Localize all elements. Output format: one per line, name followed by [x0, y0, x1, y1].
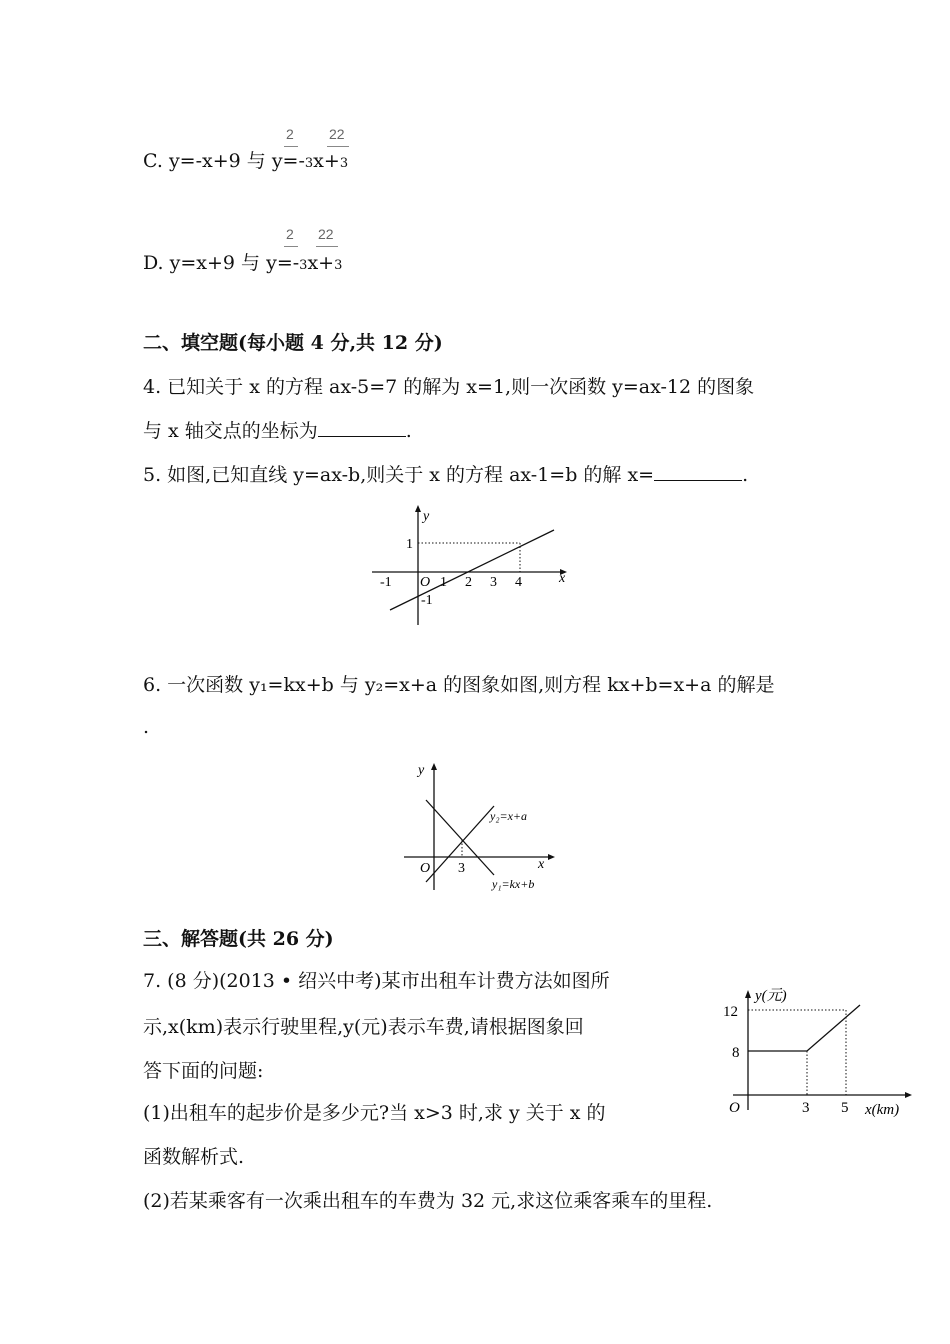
q7-line6: (2)若某乘客有一次乘出租车的车费为 32 元,求这位乘客乘车的里程. — [143, 1190, 713, 1212]
fig5-y-arrow — [415, 505, 421, 512]
fig5-tick-x-3: 3 — [490, 575, 497, 590]
option-d-den1: 3 — [299, 258, 308, 273]
fig7-x-label: x(km) — [865, 1102, 900, 1118]
q5-text: 5. 如图,已知直线 y=ax-b,则关于 x 的方程 ax-1=b 的解 x= — [143, 464, 655, 486]
q4-end: . — [405, 420, 412, 442]
q7-line1: 7. (8 分)(2013 • 绍兴中考)某市出租车计费方法如图所 — [143, 970, 610, 992]
section3-title: 三、解答题(共 26 分) — [143, 928, 334, 950]
q4-line1: 4. 已知关于 x 的方程 ax-5=7 的解为 x=1,则一次函数 y=ax-12 的图象 — [143, 376, 755, 398]
option-c-den2: 3 — [339, 156, 349, 171]
figure-q5 — [360, 500, 590, 630]
option-d-frac1-numerator: 2 — [286, 226, 294, 242]
fig5-tick-x-neg1: -1 — [380, 575, 392, 590]
fig5-tick-y-pos: 1 — [406, 537, 413, 552]
q7-line4: (1)出租车的起步价是多少元?当 x>3 时,求 y 关于 x 的 — [143, 1102, 606, 1124]
fig6-x-label: x — [538, 857, 545, 872]
fig6-label-y1: y₁=kx+b — [492, 877, 535, 891]
q5-line — [143, 460, 748, 487]
option-c-mid: x+ — [313, 150, 340, 172]
q5-end: . — [742, 464, 749, 486]
fig6-label-y2: y₂=x+a — [490, 809, 528, 823]
figure-q7 — [715, 980, 940, 1125]
fig7-y-label: y(元) — [755, 988, 787, 1004]
option-c-den1: 3 — [304, 156, 314, 171]
fig6-y-label: y — [418, 763, 425, 778]
option-c-prefix: C. y=-x+9 与 y=- — [143, 150, 305, 172]
q4-line2-text: 与 x 轴交点的坐标为 — [143, 420, 318, 442]
fig7-x-arrow — [905, 1092, 912, 1098]
option-d-frac1-bar — [284, 246, 298, 247]
fig5-tick-x-4: 4 — [515, 575, 522, 590]
q4-line2 — [143, 416, 412, 443]
q7-line3: 答下面的问题: — [143, 1060, 264, 1082]
option-d-mid: x+ — [307, 252, 335, 274]
fig7-tick-x5: 5 — [841, 1100, 849, 1116]
q6-line1: 6. 一次函数 y₁=kx+b 与 y₂=x+a 的图象如图,则方程 kx+b=x+a 的解是 — [143, 674, 775, 696]
q7-line5: 函数解析式. — [143, 1146, 245, 1168]
fig5-x-label: x — [559, 571, 566, 586]
fig5-y-label: y — [423, 509, 430, 524]
figure-q6 — [400, 760, 570, 900]
q5-answer-blank[interactable] — [654, 464, 742, 481]
fig5-line — [390, 530, 554, 610]
option-d-frac2-numerator: 22 — [318, 226, 334, 242]
option-d — [143, 248, 342, 275]
q6-line2: . — [143, 716, 150, 738]
fig7-fare-line — [748, 1005, 860, 1051]
fig6-x-arrow — [548, 854, 555, 860]
section2-title: 二、填空题(每小题 4 分,共 12 分) — [143, 332, 443, 354]
fig7-tick-y8: 8 — [732, 1045, 740, 1061]
fig6-y-arrow — [431, 763, 437, 770]
option-c-frac1-numerator: 2 — [286, 126, 294, 142]
q7-line2: 示,x(km)表示行驶里程,y(元)表示车费,请根据图象回 — [143, 1016, 584, 1038]
option-d-prefix: D. y=x+9 与 y=- — [143, 252, 300, 274]
fig5-tick-x-1: 1 — [440, 575, 447, 590]
fig5-origin: O — [420, 575, 431, 590]
fig7-tick-x3: 3 — [802, 1100, 810, 1116]
fig6-origin: O — [420, 861, 431, 876]
fig7-y-arrow — [745, 990, 751, 998]
fig6-tick-3: 3 — [458, 861, 465, 876]
option-c — [143, 146, 348, 173]
option-d-den2: 3 — [334, 258, 343, 273]
fig5-tick-x-2: 2 — [465, 575, 472, 590]
fig7-tick-y12: 12 — [723, 1004, 738, 1020]
q4-answer-blank[interactable] — [318, 420, 406, 437]
option-c-frac2-numerator: 22 — [329, 126, 345, 142]
option-d-frac2-bar — [316, 246, 338, 247]
fig5-tick-y-neg: -1 — [421, 593, 433, 608]
fig7-origin: O — [729, 1100, 740, 1116]
